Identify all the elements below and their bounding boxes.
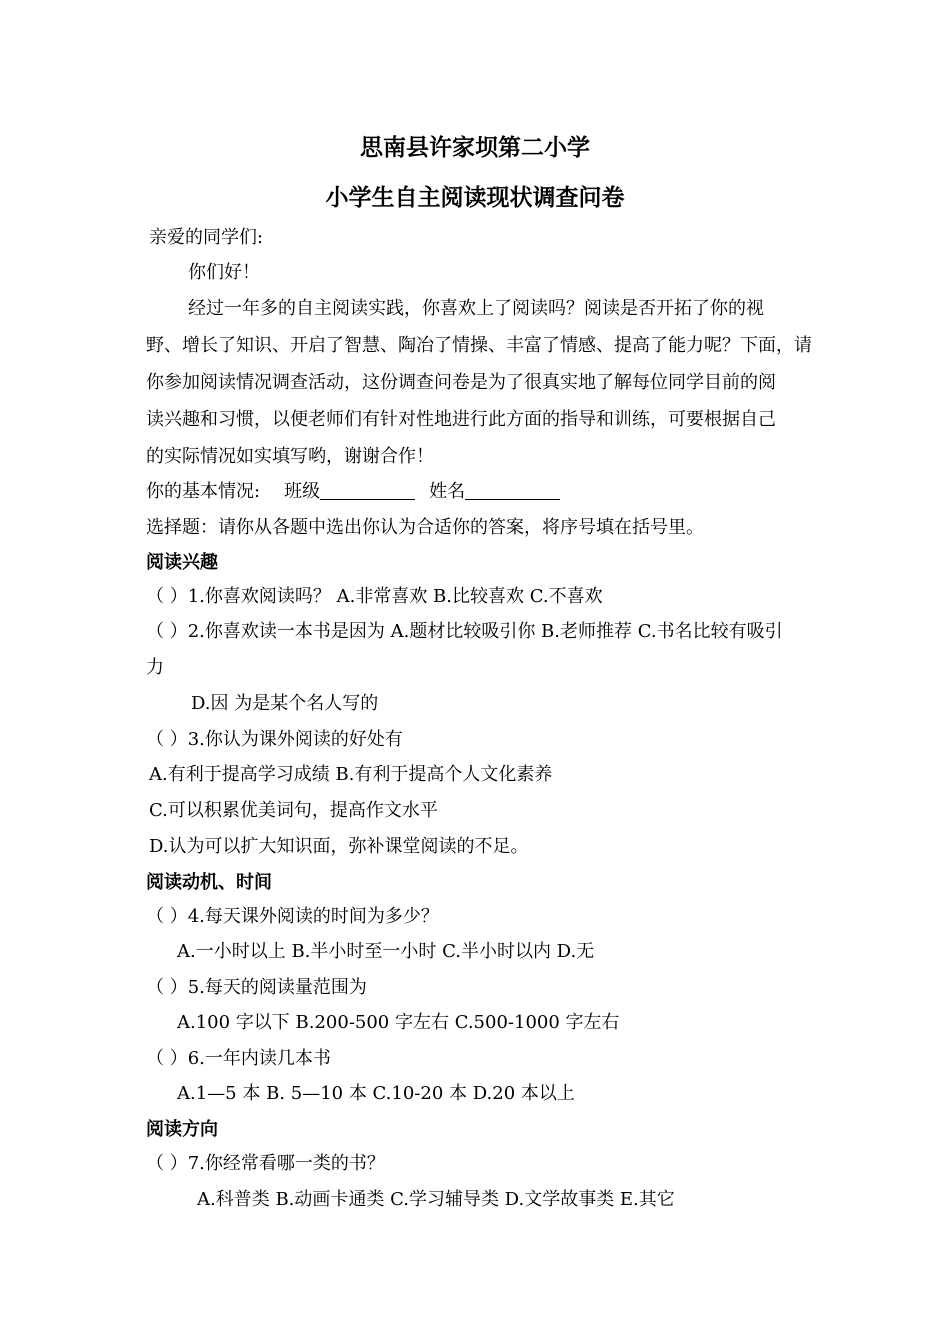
intro-line-4: 读兴趣和习惯，以便老师们有针对性地进行此方面的指导和训练，可要根据自己 [146, 409, 776, 430]
question-3-option-ab: A.有利于提高学习成绩 B.有利于提高个人文化素养 [149, 764, 553, 785]
class-field[interactable] [320, 481, 415, 500]
class-label: 班级 [284, 481, 321, 502]
question-3-option-c: C.可以积累优美词句，提高作文水平 [149, 800, 438, 821]
name-label: 姓名 [429, 481, 466, 502]
intro-line-1: 经过一年多的自主阅读实践，你喜欢上了阅读吗？阅读是否开拓了你的视 [188, 298, 764, 319]
question-3-option-d: D.认为可以扩大知识面，弥补课堂阅读的不足。 [149, 836, 529, 857]
question-5-options: A.100 字以下 B.200-500 字左右 C.500-1000 字左右 [177, 1012, 620, 1033]
question-4-options: A.一小时以上 B.半小时至一小时 C.半小时以内 D.无 [177, 941, 595, 962]
basic-info-label: 你的基本情况: [146, 481, 261, 502]
question-1: （ ）1.你喜欢阅读吗？ A.非常喜欢 B.比较喜欢 C.不喜欢 [146, 586, 603, 607]
question-7-options: A.科普类 B.动画卡通类 C.学习辅导类 D.文学故事类 E.其它 [197, 1189, 675, 1210]
question-6-options: A.1—5 本 B. 5—10 本 C.10-20 本 D.20 本以上 [177, 1083, 575, 1104]
question-4: （ ）4.每天课外阅读的时间为多少？ [146, 906, 439, 927]
salutation: 亲爱的同学们: [149, 227, 264, 248]
question-7: （ ）7.你经常看哪一类的书？ [146, 1153, 385, 1174]
question-5: （ ）5.每天的阅读量范围为 [146, 977, 367, 998]
section-heading-direction: 阅读方向 [146, 1119, 218, 1140]
question-3: （ ）3.你认为课外阅读的好处有 [146, 729, 403, 750]
intro-line-5: 的实际情况如实填写哟，谢谢合作！ [146, 446, 434, 467]
greeting: 你们好！ [188, 262, 260, 283]
name-field[interactable] [465, 481, 560, 500]
question-2-line-1: （ ）2.你喜欢读一本书是因为 A.题材比较吸引你 B.老师推荐 C.书名比较有吸引 [146, 621, 783, 642]
question-6: （ ）6.一年内读几本书 [146, 1048, 331, 1069]
instructions: 选择题：请你从各题中选出你认为合适你的答案，将序号填在括号里。 [146, 517, 704, 538]
intro-line-2: 野、增长了知识、开启了智慧、陶冶了情操、丰富了情感、提高了能力呢？下面，请 [146, 335, 812, 356]
section-heading-interest: 阅读兴趣 [146, 552, 218, 573]
document-title: 小学生自主阅读现状调查问卷 [325, 185, 625, 211]
basic-info-row [146, 480, 560, 504]
question-2-line-2: 力 [146, 657, 164, 678]
school-name: 思南县许家坝第二小学 [360, 135, 590, 161]
intro-line-3: 你参加阅读情况调查活动，这份调查问卷是为了很真实地了解每位同学目前的阅 [146, 372, 776, 393]
section-heading-motivation: 阅读动机、时间 [146, 872, 272, 893]
question-2-line-3: D.因 为是某个名人写的 [191, 693, 379, 714]
